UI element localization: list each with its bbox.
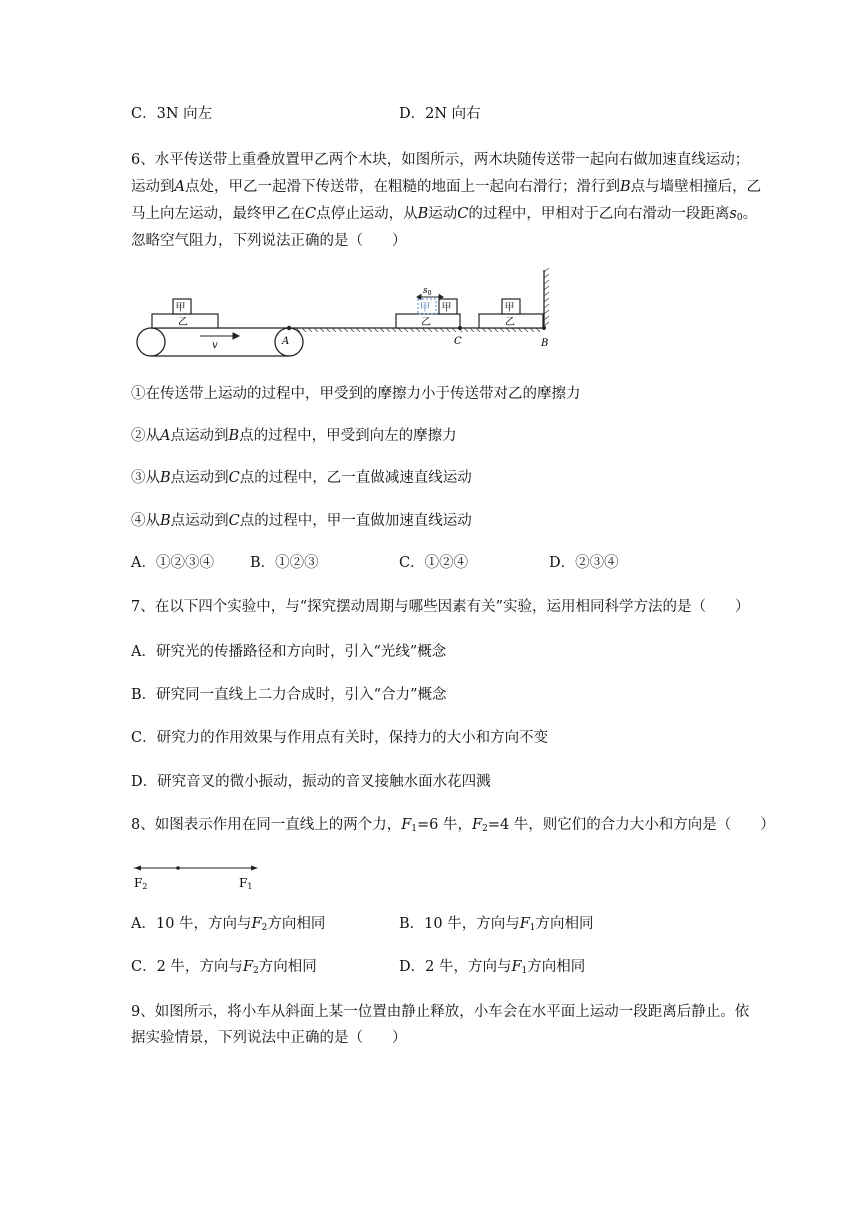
point-c-dot — [458, 326, 462, 330]
force-origin-dot — [176, 866, 180, 870]
f2-label: F2 — [134, 876, 148, 891]
q6-option-a: A．①②③④ — [131, 555, 214, 571]
point-b-label: B — [541, 338, 549, 349]
q6-option-c: C．①②④ — [399, 555, 469, 571]
point-b-dot — [542, 326, 546, 330]
q8-option-c: C．2 牛，方向与$F_2$方向相同 — [131, 959, 317, 976]
wall-hatch — [544, 268, 549, 326]
velocity-label: v — [212, 340, 218, 351]
q5-option-c: C．3N 向左 — [131, 106, 213, 122]
block-yi-belt-label: 乙 — [178, 317, 188, 328]
q8-force-figure — [130, 858, 270, 894]
block-yi-c-label: 乙 — [421, 317, 431, 328]
q9-stem-line2: 据实验情景，下列说法中正确的是（ ） — [131, 1030, 407, 1046]
block-jia-belt-label: 甲 — [175, 302, 186, 314]
velocity-arrow-icon — [200, 333, 239, 339]
point-a-label: A — [282, 336, 290, 347]
point-c-label: C — [454, 336, 462, 347]
distance-label: $s_0$ — [423, 286, 432, 297]
q7-option-c: C．研究力的作用效果与作用点有关时，保持力的大小和方向不变 — [131, 730, 549, 746]
block-jia-initial-label: 甲 — [420, 302, 430, 314]
q7-option-d: D．研究音叉的微小振动，振动的音叉接触水面水花四溅 — [131, 774, 491, 790]
q7-option-b: B．研究同一直线上二力合成时，引入“合力”概念 — [131, 687, 447, 703]
q6-stem-line3: 马上向左运动，最终甲乙在C点停止运动，从B运动C的过程中，甲相对于乙向右滑动一段距离$s_0$。 — [131, 206, 758, 223]
conveyor-belt — [137, 328, 303, 356]
q6-conveyor-figure — [130, 266, 570, 362]
block-yi-b-label: 乙 — [505, 317, 515, 328]
q6-stem-line2: 运动到A点处，甲乙一起滑下传送带，在粗糙的地面上一起向右滑行；滑行到B点与墙壁相撞后，乙 — [131, 179, 762, 195]
q6-stem-line1: 6、水平传送带上重叠放置甲乙两个木块，如图所示，两木块随传送带一起向右做加速直线运动； — [131, 152, 750, 168]
q9-stem-line1: 9、如图所示，将小车从斜面上某一位置由静止释放，小车会在水平面上运动一段距离后静止。依 — [131, 1004, 750, 1020]
q6-statement-4: ④从B点运动到C点的过程中，甲一直做加速直线运动 — [131, 513, 472, 529]
q6-option-b: B．①②③ — [250, 555, 319, 571]
q8-option-a: A．10 牛，方向与$F_2$方向相同 — [131, 916, 326, 933]
q7-stem: 7、在以下四个实验中，与“探究摆动周期与哪些因素有关”实验，运用相同科学方法的是（ ） — [131, 599, 750, 615]
q8-option-b: B．10 牛，方向与$F_1$方向相同 — [399, 916, 594, 933]
block-jia-c-label: 甲 — [441, 302, 452, 314]
q5-option-d: D．2N 向右 — [399, 106, 481, 122]
q7-option-a: A．研究光的传播路径和方向时，引入“光线”概念 — [131, 644, 447, 660]
left-roller — [137, 328, 165, 356]
q8-option-d: D．2 牛，方向与$F_1$方向相同 — [399, 959, 586, 976]
block-jia-b-label: 甲 — [504, 302, 515, 314]
q6-statement-1: ①在传送带上运动的过程中，甲受到的摩擦力小于传送带对乙的摩擦力 — [131, 386, 581, 402]
q6-statement-3: ③从B点运动到C点的过程中，乙一直做减速直线运动 — [131, 470, 472, 486]
f2-arrow-icon — [134, 866, 141, 871]
q8-stem: 8、如图表示作用在同一直线上的两个力，$F_1=6$ 牛，$F_2=4$ 牛，则它们的合力大小和方向是（ ） — [131, 817, 775, 834]
point-a-dot — [287, 326, 291, 330]
q6-statement-2: ②从A点运动到B点的过程中，甲受到向左的摩擦力 — [131, 428, 457, 444]
f1-label: F1 — [239, 876, 253, 891]
q6-stem-line4: 忽略空气阻力，下列说法正确的是（ ） — [131, 233, 407, 249]
f1-arrow-icon — [251, 866, 258, 871]
q6-option-d: D．②③④ — [549, 555, 619, 571]
